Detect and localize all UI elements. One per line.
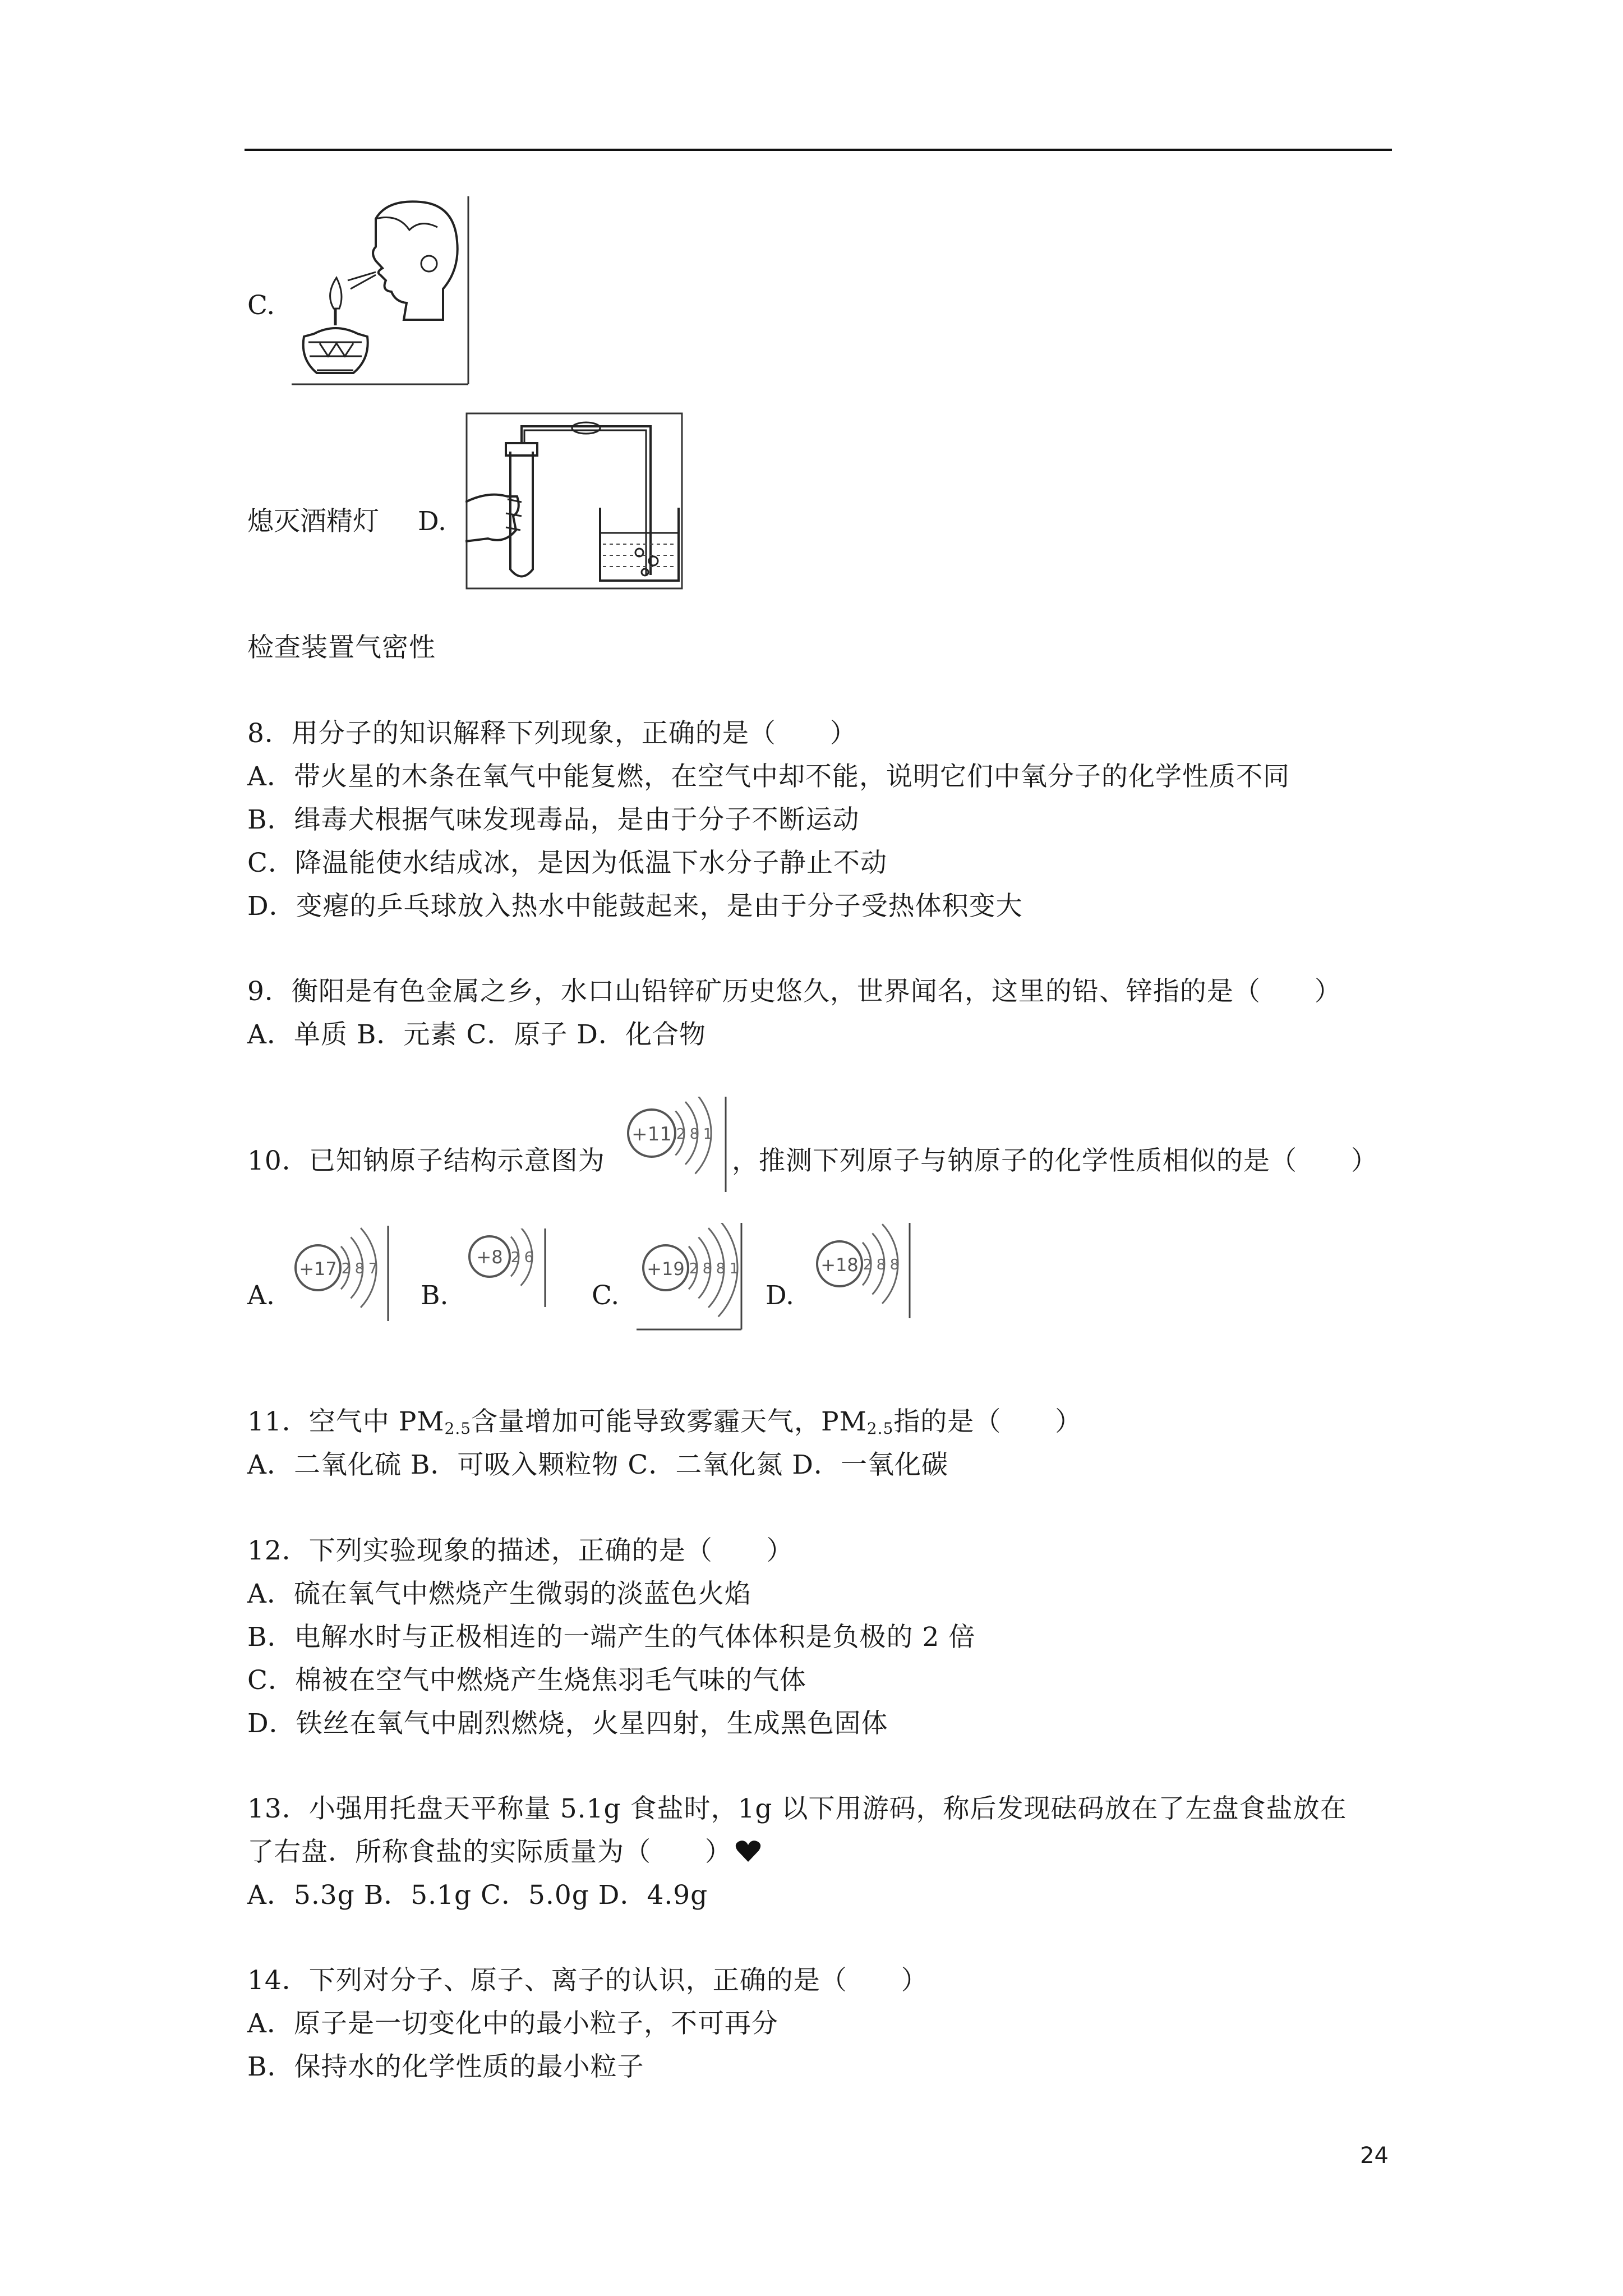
option-a-atom-diagram: [289, 1226, 390, 1324]
q7-option-d-letter: D.: [418, 506, 446, 537]
q11-stem-c: 指的是（ ）: [893, 1406, 1082, 1437]
q9-stem: 9．衡阳是有色金属之乡，水口山铅锌矿历史悠久，世界闻名，这里的铅、锌指的是（ ）: [247, 976, 1341, 1007]
electron-shell-count: 8: [876, 1257, 886, 1273]
pm-subscript-2: 2.5: [866, 1419, 894, 1438]
option-b-atom-diagram: [463, 1228, 547, 1310]
electron-shell-count: 2: [676, 1126, 686, 1143]
blow-out-lamp-figure: [292, 196, 477, 387]
atom-nucleus-label: +19: [647, 1258, 685, 1280]
q12-stem: 12．下列实验现象的描述，正确的是（ ）: [247, 1535, 794, 1566]
q7-option-c-letter: C.: [247, 290, 275, 321]
page-number: 24: [1360, 2143, 1389, 2169]
q8-option-a: A．带火星的木条在氧气中能复燃，在空气中却不能，说明它们中氧分子的化学性质不同: [247, 761, 1290, 792]
q13-line2: [247, 1835, 761, 1871]
atom-nucleus-label: +17: [299, 1258, 337, 1280]
q14-option-a: A．原子是一切变化中的最小粒子，不可再分: [247, 2008, 778, 2039]
heart-icon: [735, 1838, 761, 1871]
atom-nucleus-label: +8: [476, 1246, 503, 1268]
electron-shell-count: 8: [889, 1257, 900, 1273]
electron-shell-count: 1: [703, 1126, 713, 1143]
q8-option-b: B．缉毒犬根据气味发现毒品，是由于分子不断运动: [247, 804, 860, 835]
q10-stem-after: ，推测下列原子与钠原子的化学性质相似的是（ ）: [732, 1145, 1378, 1176]
q12-option-a: A．硫在氧气中燃烧产生微弱的淡蓝色火焰: [247, 1579, 751, 1609]
electron-shell-count: 2: [341, 1260, 351, 1277]
q10-option-a-letter: A.: [247, 1280, 275, 1311]
header-rule: [245, 149, 1392, 151]
q12-option-c: C．棉被在空气中燃烧产生烧焦羽毛气味的气体: [247, 1665, 806, 1696]
q10-option-c-letter: C.: [592, 1280, 620, 1311]
electron-shell-count: 2: [689, 1260, 699, 1277]
electron-shell-count: 7: [368, 1260, 378, 1277]
electron-shell-count: 8: [689, 1126, 699, 1143]
q12-option-b: B．电解水时与正极相连的一端产生的气体体积是负极的 2 倍: [247, 1622, 976, 1653]
option-c-atom-diagram: [637, 1223, 743, 1332]
option-d-atom-diagram: [810, 1223, 911, 1321]
electron-shell-count: 6: [524, 1249, 534, 1266]
q10-option-b-letter: B.: [421, 1280, 449, 1311]
q7-option-d-caption: 检查装置气密性: [247, 632, 436, 663]
q11-stem: [247, 1405, 1082, 1446]
q14-option-b: B．保持水的化学性质的最小粒子: [247, 2051, 644, 2082]
sodium-atom-diagram: [615, 1097, 727, 1195]
atom-nucleus-label: +18: [820, 1254, 859, 1276]
electron-shell-count: 8: [354, 1260, 365, 1277]
q8-stem: 8．用分子的知识解释下列现象，正确的是（ ）: [247, 718, 857, 749]
q11-stem-b: 含量增加可能导致雾霾天气，PM: [471, 1406, 867, 1437]
electron-shell-count: 8: [702, 1260, 712, 1277]
q10-stem-before: 10．已知钠原子结构示意图为: [247, 1145, 605, 1176]
q7-option-c-caption: 熄灭酒精灯: [247, 506, 379, 537]
q14-stem: 14．下列对分子、原子、离子的认识，正确的是（ ）: [247, 1965, 928, 1996]
electron-shell-count: 8: [716, 1260, 726, 1277]
q13-line1: 13．小强用托盘天平称量 5.1g 食盐时，1g 以下用游码，称后发现砝码放在了左盘食盐放在: [247, 1793, 1347, 1824]
q8-option-d: D．变瘪的乒乓球放入热水中能鼓起来，是由于分子受热体积变大: [247, 891, 1023, 922]
q13-options: A．5.3g B．5.1g C．5.0g D．4.9g: [247, 1880, 708, 1911]
electron-shell-count: 2: [863, 1257, 873, 1273]
q8-option-c: C．降温能使水结成冰，是因为低温下水分子静止不动: [247, 848, 887, 878]
electron-shell-count: 2: [510, 1249, 520, 1266]
atom-nucleus-label: +11: [631, 1123, 672, 1145]
q11-options: A．二氧化硫 B．可吸入颗粒物 C．二氧化氮 D．一氧化碳: [247, 1450, 948, 1480]
airtightness-check-figure: [465, 412, 684, 592]
q13-line2-text: 了右盘．所称食盐的实际质量为（ ）: [247, 1837, 732, 1867]
q10-option-d-letter: D.: [766, 1280, 794, 1311]
electron-shell-count: 1: [729, 1260, 739, 1277]
q9-options: A．单质 B．元素 C．原子 D．化合物: [247, 1019, 706, 1050]
q12-option-d: D．铁丝在氧气中剧烈燃烧，火星四射，生成黑色固体: [247, 1708, 888, 1739]
pm-subscript: 2.5: [444, 1419, 472, 1438]
q11-stem-a: 11．空气中 PM: [247, 1406, 445, 1437]
